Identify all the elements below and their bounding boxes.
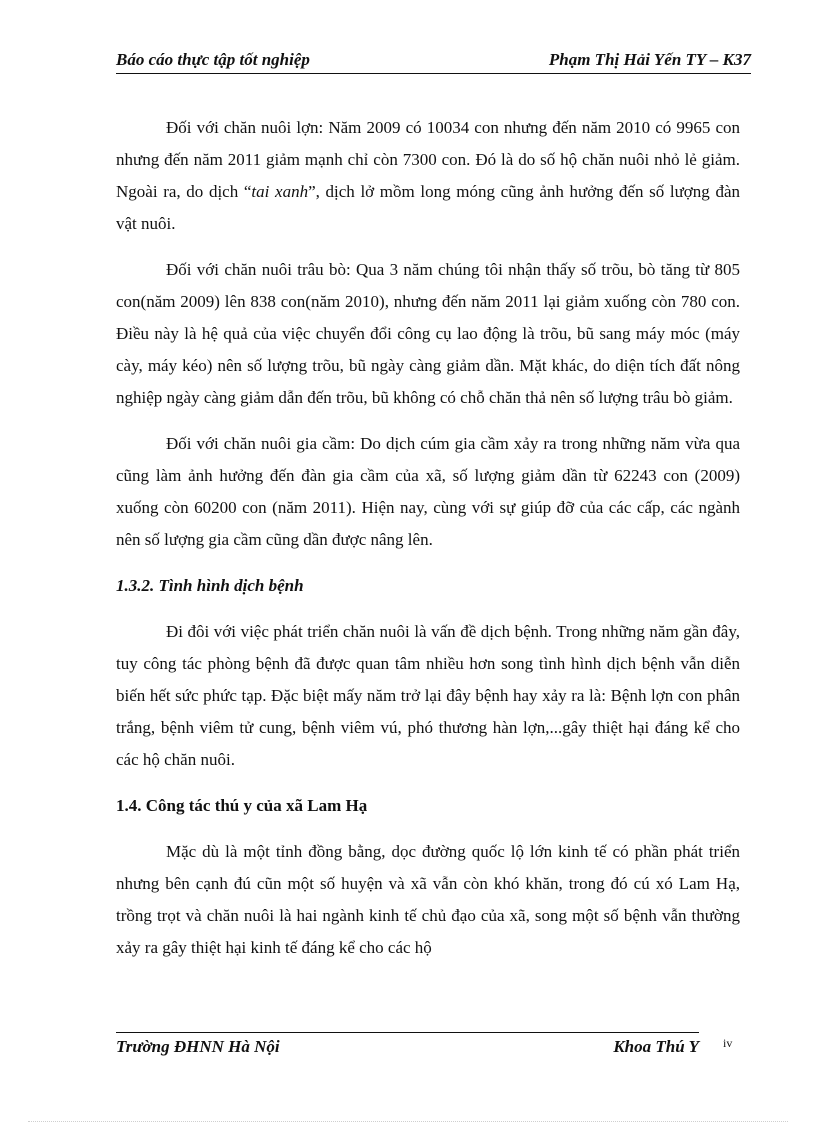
header-report-title: Báo cáo thực tập tốt nghiệp — [116, 50, 310, 69]
document-body — [116, 112, 740, 978]
italic-term: tai xanh — [251, 182, 309, 201]
paragraph-text: Đối với chăn nuôi lợn: Năm 2009 có 10034 con nhưng đến năm 2010 có 9965 con nhưng đến năm 2011 giảm mạnh chỉ còn 7300 con. Đó là do số hộ chăn nuôi nhỏ lẻ giảm. Ngoài ra, do dịch “ — [116, 118, 740, 201]
page-bottom-divider — [28, 1121, 788, 1122]
section-heading-veterinary: 1.4. Công tác thú y của xã Lam Hạ — [116, 796, 368, 815]
paragraph-poultry-farming: Đối với chăn nuôi gia cầm: Do dịch cúm gia cầm xảy ra trong những năm vừa qua cũng làm ảnh hưởng đến đàn gia cầm của xã, số lượng giảm dần từ 62243 con (2009) xuống còn 60200 con (năm 2011). Hiện nay, cùng với sự giúp đỡ của các cấp, các ngành nên số lượng gia cầm cũng dần được nâng lên. — [116, 434, 740, 549]
page-header — [116, 49, 751, 74]
paragraph-disease-situation: Đi đôi với việc phát triển chăn nuôi là vấn đề dịch bệnh. Trong những năm gần đây, tuy công tác phòng bệnh đã được quan tâm nhiều hơn song tình hình dịch bệnh vẫn diễn biến hết sức phức tạp. Đặc biệt mấy năm trở lại đây bệnh hay xảy ra là: Bệnh lợn con phân trắng, bệnh viêm tử cung, bệnh viêm vú, phó thương hàn lợn,...gây thiệt hại đáng kể cho các hộ chăn nuôi. — [116, 622, 740, 769]
paragraph-text-tail: ”, dịch lở mồm long móng cũng ảnh hưởng đến số lượng đàn vật nuôi. — [116, 182, 740, 233]
paragraph-veterinary-work: Mặc dù là một tỉnh đồng bằng, dọc đường quốc lộ lớn kinh tế có phần phát triển nhưng bên cạnh đú cũn một số huyện và xã vẫn còn khó khăn, trong đó cú xó Lam Hạ, trồng trọt và chăn nuôi là hai ngành kinh tế chủ đạo của xã, song một số bệnh vẫn thường xảy ra gây thiệt hại kinh tế đáng kể cho các hộ — [116, 842, 740, 957]
paragraph-pig-farming — [116, 112, 740, 240]
page-number: iv — [723, 1036, 733, 1050]
footer-university: Trường ĐHNN Hà Nội — [116, 1037, 280, 1056]
paragraph-cattle-farming: Đối với chăn nuôi trâu bò: Qua 3 năm chúng tôi nhận thấy số trõu, bò tăng từ 805 con(năm 2009) lên 838 con(năm 2010), nhưng đến năm 2011 lại giảm xuống còn 780 con. Điều này là hệ quả của việc chuyển đổi công cụ lao động là trõu, bũ sang máy móc (máy cày, máy kéo) nên số lượng trõu, bũ ngày càng giảm dần. Mặt khác, do diện tích đất nông nghiệp ngày càng giảm dẫn đến trõu, bũ không có chỗ chăn thả nên số lượng trâu bò giảm. — [116, 260, 740, 407]
page-footer — [116, 1032, 699, 1063]
footer-faculty: Khoa Thú Y — [613, 1037, 699, 1056]
header-author: Phạm Thị Hải Yến TY – K37 — [548, 50, 751, 69]
section-heading-disease: 1.3.2. Tình hình dịch bệnh — [116, 576, 304, 595]
